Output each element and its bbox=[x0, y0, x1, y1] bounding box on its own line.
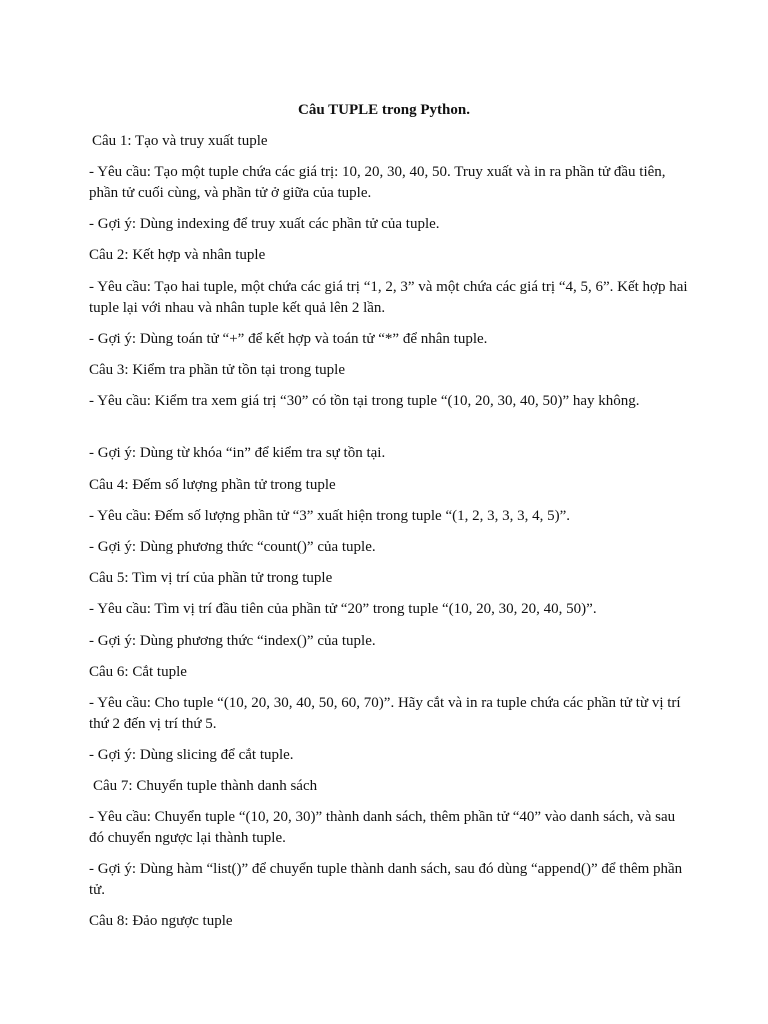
question-8-heading: Câu 8: Đảo ngược tuple bbox=[89, 913, 233, 929]
question-6-hint: - Gợi ý: Dùng slicing để cắt tuple. bbox=[89, 747, 294, 763]
question-4-requirement: - Yêu cầu: Đếm số lượng phần tử “3” xuất hiện trong tuple “(1, 2, 3, 3, 3, 4, 5)”. bbox=[89, 508, 571, 524]
question-6-heading: Câu 6: Cắt tuple bbox=[89, 664, 187, 680]
question-5-heading: Câu 5: Tìm vị trí của phần tử trong tuple bbox=[89, 570, 333, 586]
question-5-hint: - Gợi ý: Dùng phương thức “index()” của tuple. bbox=[89, 633, 376, 649]
question-4-hint: - Gợi ý: Dùng phương thức “count()” của tuple. bbox=[89, 539, 376, 555]
question-1-requirement: - Yêu cầu: Tạo một tuple chứa các giá trị: 10, 20, 30, 40, 50. Truy xuất và in ra phần tử đầu tiên, phần tử cuối cùng, và phần tử ở giữa của tuple. bbox=[89, 164, 666, 201]
question-2-hint: - Gợi ý: Dùng toán tử “+” để kết hợp và toán tử “*” để nhân tuple. bbox=[89, 331, 488, 347]
question-2-heading: Câu 2: Kết hợp và nhân tuple bbox=[89, 247, 266, 263]
question-6-requirement: - Yêu cầu: Cho tuple “(10, 20, 30, 40, 50, 60, 70)”. Hãy cắt và in ra tuple chứa các phần tử từ vị trí thứ 2 đến vị trí thứ 5. bbox=[89, 695, 681, 732]
question-7-requirement: - Yêu cầu: Chuyển tuple “(10, 20, 30)” thành danh sách, thêm phần tử “40” vào danh sách, và sau đó chuyển ngược lại thành tuple. bbox=[89, 809, 676, 846]
question-1-heading: Câu 1: Tạo và truy xuất tuple bbox=[92, 133, 268, 149]
question-7-hint: - Gợi ý: Dùng hàm “list()” để chuyển tuple thành danh sách, sau đó dùng “append()” để thêm phần tử. bbox=[89, 861, 683, 898]
question-7-heading: Câu 7: Chuyển tuple thành danh sách bbox=[93, 778, 318, 794]
page-title: Câu TUPLE trong Python. bbox=[298, 102, 470, 118]
question-3-requirement: - Yêu cầu: Kiểm tra xem giá trị “30” có tồn tại trong tuple “(10, 20, 30, 40, 50)” hay không. bbox=[89, 393, 640, 409]
question-1-hint: - Gợi ý: Dùng indexing để truy xuất các phần tử của tuple. bbox=[89, 216, 440, 232]
question-5-requirement: - Yêu cầu: Tìm vị trí đầu tiên của phần tử “20” trong tuple “(10, 20, 30, 20, 40, 50)”. bbox=[89, 601, 597, 617]
question-3-hint: - Gợi ý: Dùng từ khóa “in” để kiểm tra sự tồn tại. bbox=[89, 445, 386, 461]
question-4-heading: Câu 4: Đếm số lượng phần tử trong tuple bbox=[89, 477, 336, 493]
question-3-heading: Câu 3: Kiểm tra phần tử tồn tại trong tuple bbox=[89, 362, 345, 378]
question-2-requirement: - Yêu cầu: Tạo hai tuple, một chứa các giá trị “1, 2, 3” và một chứa các giá trị “4, 5, 6”. Kết hợp hai tuple lại với nhau và nhân tuple kết quả lên 2 lần. bbox=[89, 279, 688, 316]
